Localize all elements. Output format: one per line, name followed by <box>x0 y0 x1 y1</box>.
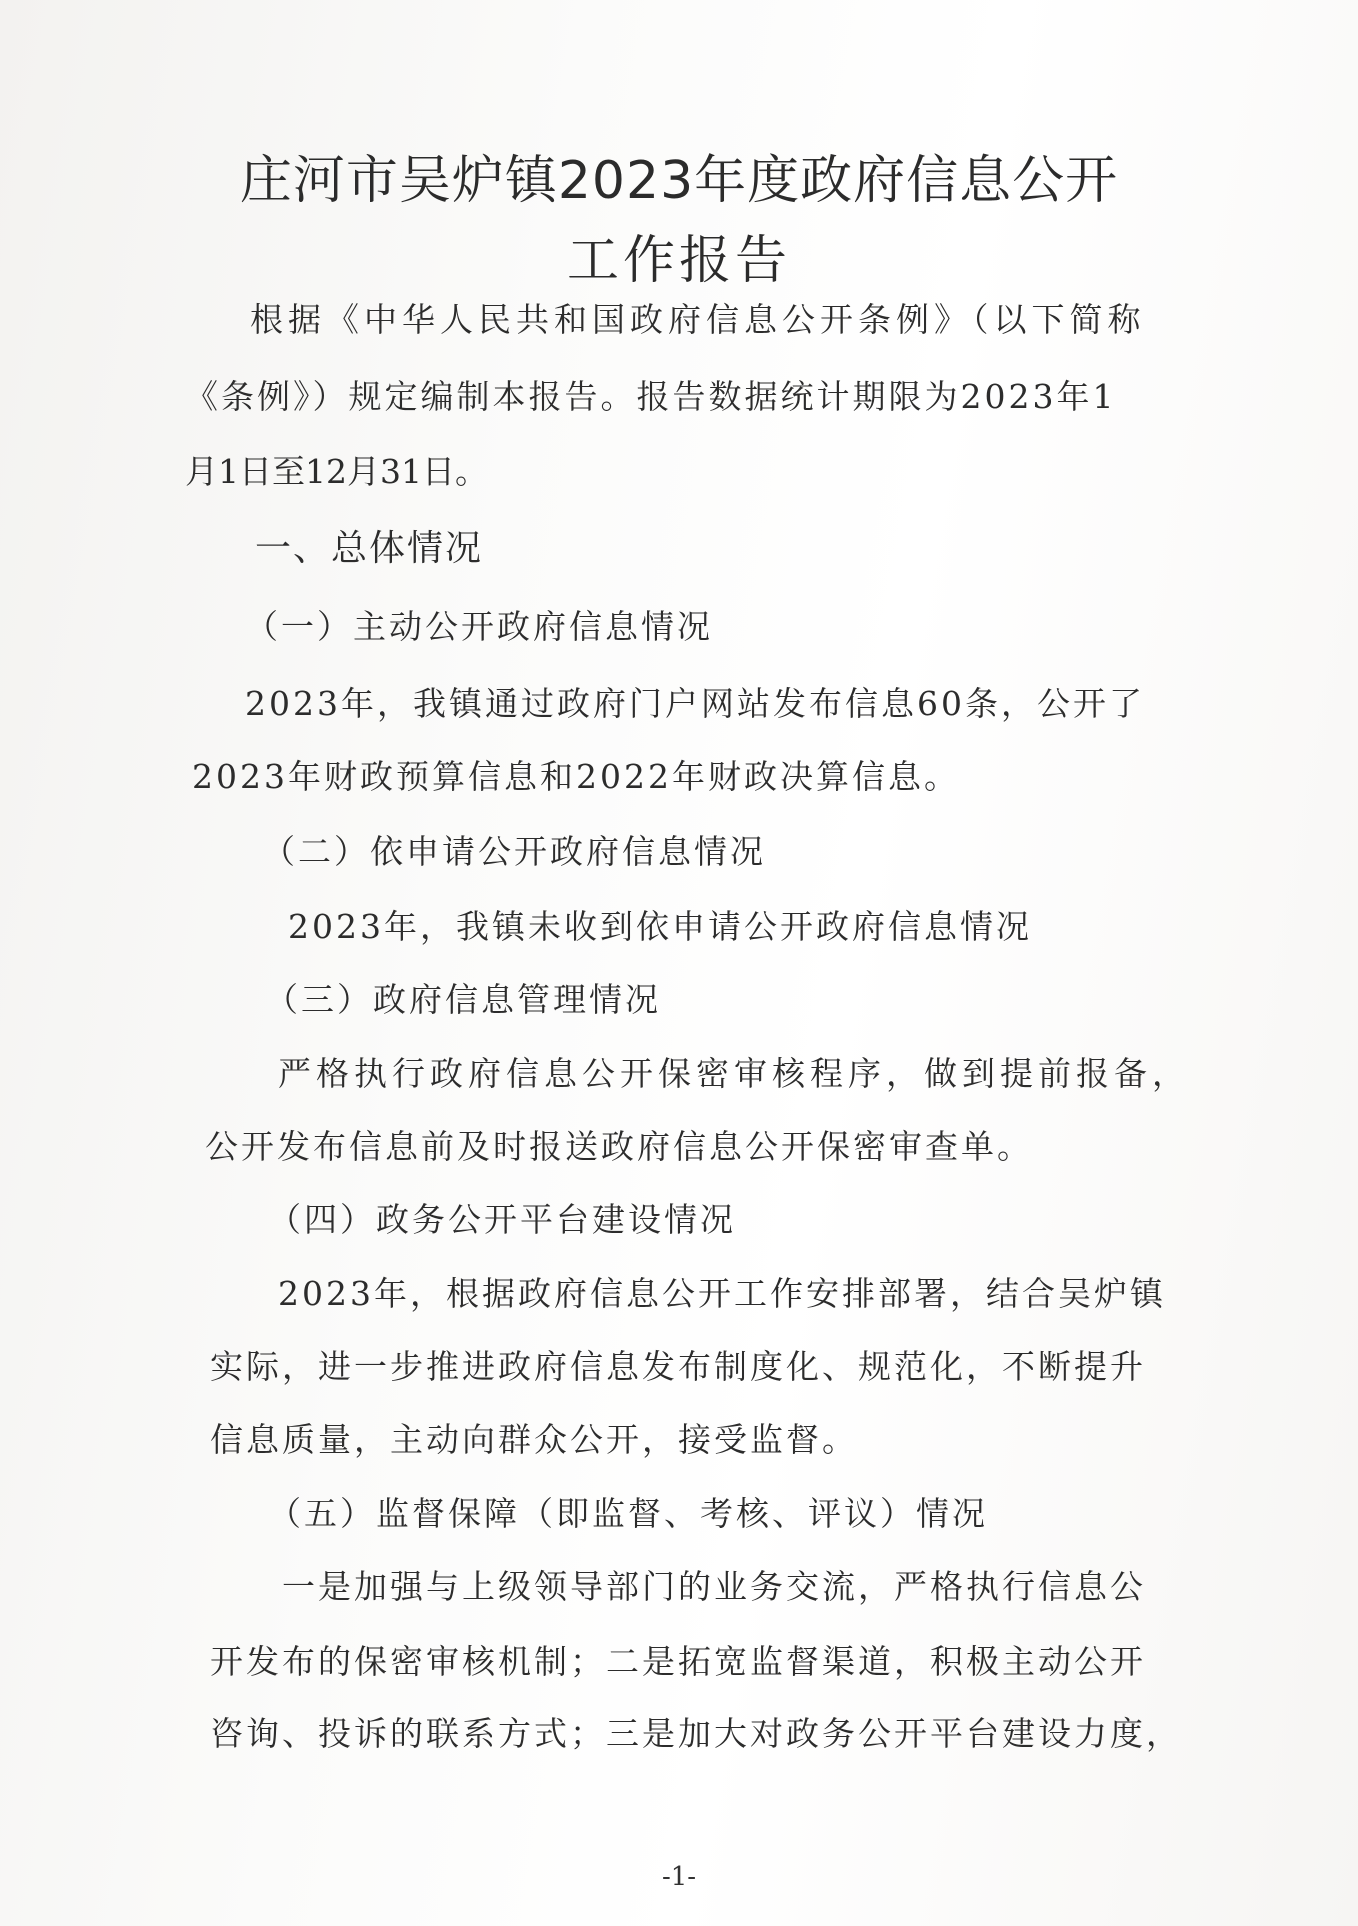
paragraph-line: 公开发布信息前及时报送政府信息公开保密审查单。 <box>205 1127 1033 1166</box>
paragraph-line: 一是加强与上级领导部门的业务交流，严格执行信息公 <box>282 1567 1146 1606</box>
paragraph-line: 实际，进一步推进政府信息发布制度化、规范化，不断提升 <box>210 1347 1146 1386</box>
paragraph-line: 2023年，我镇未收到依申请公开政府信息情况 <box>288 907 1032 946</box>
paragraph-line: 咨询、投诉的联系方式；三是加大对政务公开平台建设力度， <box>210 1714 1182 1753</box>
subsection-heading: （四）政务公开平台建设情况 <box>268 1200 736 1239</box>
paragraph-line: 根据《中华人民共和国政府信息公开条例》（以下简称 <box>250 300 1146 339</box>
report-title-line-1: 庄河市吴炉镇2023年度政府信息公开 <box>239 151 1119 211</box>
paragraph-line: 《条例》）规定编制本报告。报告数据统计期限为2023年1 <box>185 377 1117 416</box>
section-heading: 一、总体情况 <box>255 528 484 569</box>
subsection-heading: （五）监督保障（即监督、考核、评议）情况 <box>268 1494 988 1533</box>
page-number: -1- <box>661 1862 697 1892</box>
paragraph-line: 开发布的保密审核机制；二是拓宽监督渠道，积极主动公开 <box>210 1642 1146 1681</box>
paragraph-line: 月1日至12月31日。 <box>185 452 488 491</box>
subsection-heading: （一）主动公开政府信息情况 <box>245 607 713 646</box>
paragraph-line: 严格执行政府信息公开保密审核程序，做到提前报备， <box>278 1054 1190 1093</box>
paragraph-line: 2023年财政预算信息和2022年财政决算信息。 <box>192 757 960 796</box>
report-title-line-2: 工作报告 <box>566 231 791 291</box>
subsection-heading: （二）依申请公开政府信息情况 <box>262 832 766 871</box>
paragraph-line: 2023年，我镇通过政府门户网站发布信息60条，公开了 <box>245 684 1145 723</box>
subsection-heading: （三）政府信息管理情况 <box>265 980 661 1019</box>
paragraph-line: 信息质量，主动向群众公开，接受监督。 <box>210 1420 858 1459</box>
paragraph-line: 2023年，根据政府信息公开工作安排部署，结合吴炉镇 <box>278 1274 1166 1313</box>
